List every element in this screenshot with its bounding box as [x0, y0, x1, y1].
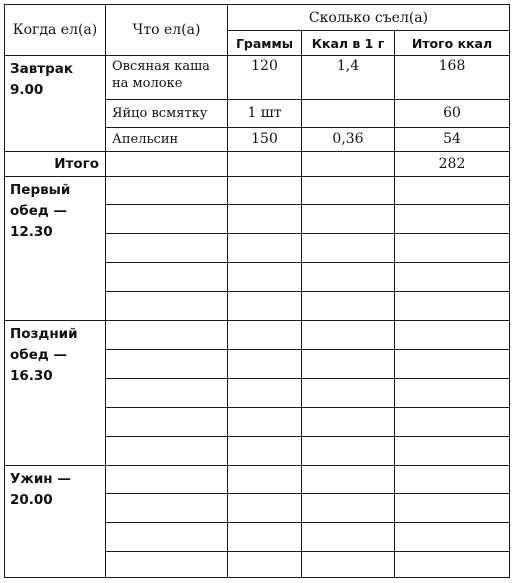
empty-cell [302, 205, 395, 234]
empty-cell [228, 177, 302, 205]
header-grams: Граммы [228, 31, 302, 56]
empty-cell [228, 263, 302, 292]
empty-cell [106, 205, 228, 234]
empty-cell [395, 407, 510, 436]
empty-cell [302, 349, 395, 378]
empty-cell [106, 152, 228, 177]
empty-cell [395, 493, 510, 522]
empty-cell [302, 551, 395, 577]
meal-dinner-label: Ужин — 20.00 [5, 465, 106, 577]
empty-cell [395, 321, 510, 349]
header-when: Когда ел(а) [5, 5, 106, 56]
empty-cell [302, 465, 395, 493]
total-label: Итого [5, 152, 106, 177]
empty-cell [395, 522, 510, 551]
empty-cell [302, 321, 395, 349]
empty-cell [228, 465, 302, 493]
empty-cell [302, 522, 395, 551]
empty-cell [106, 349, 228, 378]
header-total-kcal: Итого ккал [395, 31, 510, 56]
food-cell: Яйцо всмятку [106, 100, 228, 128]
empty-cell [228, 493, 302, 522]
table-row [5, 56, 510, 100]
grams-cell: 1 шт [228, 100, 302, 128]
header-what: Что ел(а) [106, 5, 228, 56]
grams-cell: 120 [228, 56, 302, 100]
empty-cell [395, 177, 510, 205]
empty-cell [228, 378, 302, 407]
empty-cell [106, 465, 228, 493]
empty-cell [106, 321, 228, 349]
empty-cell [395, 292, 510, 321]
empty-cell [395, 205, 510, 234]
empty-cell [228, 205, 302, 234]
empty-cell [228, 436, 302, 465]
empty-cell [106, 292, 228, 321]
empty-cell [395, 436, 510, 465]
empty-cell [302, 152, 395, 177]
empty-cell [302, 234, 395, 263]
empty-cell [228, 234, 302, 263]
grams-cell: 150 [228, 128, 302, 152]
meal-breakfast-label: Завтрак 9.00 [5, 56, 106, 152]
kcal-per-g-cell: 1,4 [302, 56, 395, 100]
empty-cell [302, 407, 395, 436]
empty-cell [395, 263, 510, 292]
empty-cell [395, 349, 510, 378]
food-cell: Апельсин [106, 128, 228, 152]
kcal-per-g-cell: 0,36 [302, 128, 395, 152]
empty-cell [302, 378, 395, 407]
empty-cell [106, 493, 228, 522]
empty-cell [106, 234, 228, 263]
empty-cell [302, 436, 395, 465]
meal-late-lunch-label: Поздний обед — 16.30 [5, 321, 106, 465]
meal-lunch-label: Первый обед — 12.30 [5, 177, 106, 321]
total-kcal-cell: 168 [395, 56, 510, 100]
header-how-much: Сколько съел(а) [228, 5, 510, 31]
empty-cell [302, 263, 395, 292]
empty-cell [302, 177, 395, 205]
empty-cell [106, 551, 228, 577]
empty-cell [395, 378, 510, 407]
empty-cell [106, 436, 228, 465]
empty-cell [228, 321, 302, 349]
empty-cell [395, 234, 510, 263]
food-cell: Овсяная каша на молоке [106, 56, 228, 100]
empty-cell [228, 292, 302, 321]
empty-cell [395, 551, 510, 577]
kcal-per-g-cell [302, 100, 395, 128]
food-diary-table [4, 4, 510, 578]
total-kcal-cell: 60 [395, 100, 510, 128]
total-value: 282 [395, 152, 510, 177]
total-kcal-cell: 54 [395, 128, 510, 152]
empty-cell [302, 292, 395, 321]
empty-cell [106, 378, 228, 407]
empty-cell [106, 407, 228, 436]
empty-cell [228, 349, 302, 378]
empty-cell [228, 407, 302, 436]
empty-cell [228, 551, 302, 577]
header-kcal-per-g: Ккал в 1 г [302, 31, 395, 56]
empty-cell [106, 522, 228, 551]
empty-cell [302, 493, 395, 522]
empty-cell [395, 465, 510, 493]
empty-cell [228, 522, 302, 551]
empty-cell [228, 152, 302, 177]
empty-cell [106, 177, 228, 205]
empty-cell [106, 263, 228, 292]
total-row [5, 152, 510, 177]
